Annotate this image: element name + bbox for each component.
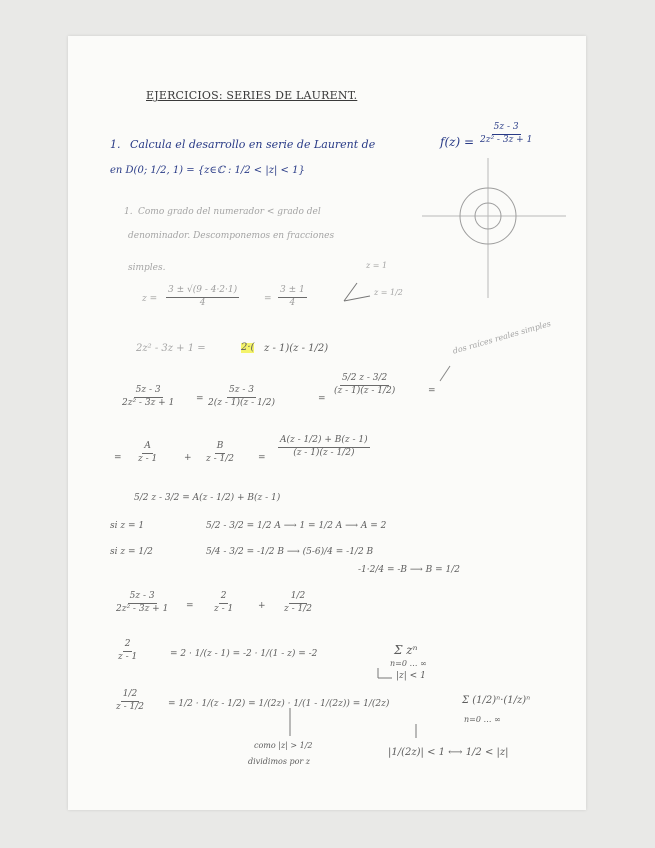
eq-sign: = [318, 394, 326, 404]
decomp-t1-den: z - 1 [214, 603, 234, 614]
frac-3 [332, 374, 397, 397]
pf-combined [278, 436, 370, 459]
series-2-lhs-den: z - 1/2 [116, 701, 144, 712]
factor-left: 2z² - 3z + 1 = [136, 343, 206, 354]
root-2: z = 1/2 [374, 288, 403, 297]
series-1-lhs [116, 640, 139, 663]
case-1-eq: 5/2 - 3/2 = 1/2 A ⟶ 1 = 1/2 A ⟶ A = 2 [206, 521, 387, 531]
decomp-term-2 [282, 592, 314, 615]
decomp-t2-den: z - 1/2 [284, 603, 312, 614]
eq-sign: = [428, 386, 436, 396]
pf-B [204, 442, 236, 465]
series-2-lhs [114, 690, 146, 713]
root-1: z = 1 [366, 261, 388, 270]
series-1-limits: n=0 … ∞ [390, 659, 427, 668]
roots-den-2: 4 [289, 297, 296, 308]
series-1-mid: = 2 · 1/(z - 1) = -2 · 1/(1 - z) = -2 [170, 649, 318, 659]
problem-domain: en D(0; 1/2, 1) = {z∈ℂ : 1/2 < |z| < 1} [110, 165, 305, 176]
decomp-term-1 [212, 592, 235, 615]
decomp-t1-num: 2 [219, 592, 229, 604]
step-number: 1. [124, 207, 133, 217]
pf-A-num: A [142, 442, 153, 454]
pf-A [136, 442, 159, 465]
pf-combined-num: A(z - 1/2) + B(z - 1) [278, 436, 370, 448]
series-2-note-1: como |z| > 1/2 [254, 741, 313, 750]
series-2-cond: |1/(2z)| < 1 ⟷ 1/2 < |z| [388, 747, 509, 758]
series-2-sum: Σ (1/2)ⁿ·(1/z)ⁿ [462, 695, 531, 706]
case-2-eq-2: -1·2/4 = -B ⟶ B = 1/2 [358, 565, 461, 575]
series-2-note-2: dividimos por z [248, 757, 311, 766]
roots-num-2: 3 ± 1 [278, 286, 307, 298]
identity: 5/2 z - 3/2 = A(z - 1/2) + B(z - 1) [134, 493, 281, 503]
pf-combined-den: (z - 1)(z - 1/2) [293, 447, 355, 458]
pf-A-den: z - 1 [138, 453, 158, 464]
case-2-eq: 5/4 - 3/2 = -1/2 B ⟶ (5-6)/4 = -1/2 B [206, 547, 374, 557]
plus-sign: + [184, 453, 192, 463]
frac-3-den: (z - 1)(z - 1/2) [334, 385, 396, 396]
intro-line-1: Como grado del numerador < grado del [138, 207, 321, 217]
function-denominator: 2z² - 3z + 1 [480, 134, 533, 145]
series-2-limits: n=0 … ∞ [464, 715, 501, 724]
intro-line-2: denominador. Descomponemos en fracciones [128, 231, 335, 241]
series-1-sum: Σ zⁿ [394, 643, 418, 657]
factor-right: z - 1)(z - 1/2) [264, 343, 329, 354]
frac-2-den: 2(z - 1)(z - 1/2) [208, 397, 275, 408]
frac-2 [206, 386, 277, 409]
frac-1-den: 2z² - 3z + 1 [122, 397, 175, 408]
function-numerator: 5z - 3 [492, 123, 521, 135]
frac-1-num: 5z - 3 [134, 386, 163, 398]
series-2-mid: = 1/2 · 1/(z - 1/2) = 1/(2z) · 1/(1 - 1/(2z)) = 1/(2z) [168, 699, 390, 709]
frac-2-num: 5z - 3 [227, 386, 256, 398]
series-1-lhs-num: 2 [123, 640, 133, 652]
decomp-t2-num: 1/2 [289, 592, 307, 604]
factor-highlight: 2·( [241, 342, 255, 353]
case-1-label: si z = 1 [110, 521, 145, 531]
notebook-page [68, 36, 586, 810]
roots-fraction-1 [166, 286, 239, 309]
pf-B-den: z - 1/2 [206, 453, 234, 464]
roots-den-1: 4 [199, 297, 206, 308]
series-1-cond: |z| < 1 [396, 671, 426, 681]
note-roots: dos raíces reales simples [451, 319, 552, 356]
roots-lhs: z = [142, 294, 158, 304]
eq-sign: = [196, 394, 204, 404]
decomp-den: 2z² - 3z + 1 [116, 603, 169, 614]
plus-sign: + [258, 601, 266, 611]
function-lhs: f(z) = [440, 135, 474, 149]
problem-number: 1. [110, 138, 121, 151]
series-2-lhs-num: 1/2 [121, 690, 139, 702]
pf-B-num: B [215, 442, 226, 454]
problem-statement: Calcula el desarrollo en serie de Laurent de [130, 138, 376, 151]
frac-3-num: 5/2 z - 3/2 [340, 374, 389, 386]
decomp-num: 5z - 3 [128, 592, 157, 604]
page-title: EJERCICIOS: SERIES DE LAURENT. [146, 89, 358, 102]
series-1-lhs-den: z - 1 [118, 651, 138, 662]
roots-eq: = [264, 294, 272, 304]
roots-fraction-2 [278, 286, 307, 309]
intro-line-3: simples. [128, 263, 166, 273]
roots-num-1: 3 ± √(9 - 4·2·1) [166, 286, 239, 298]
eq-sign: = [258, 453, 266, 463]
decomp-lhs [114, 592, 170, 615]
eq-sign: = [186, 601, 194, 611]
eq-sign: = [114, 453, 122, 463]
case-2-label: si z = 1/2 [110, 547, 153, 557]
frac-1 [120, 386, 176, 409]
